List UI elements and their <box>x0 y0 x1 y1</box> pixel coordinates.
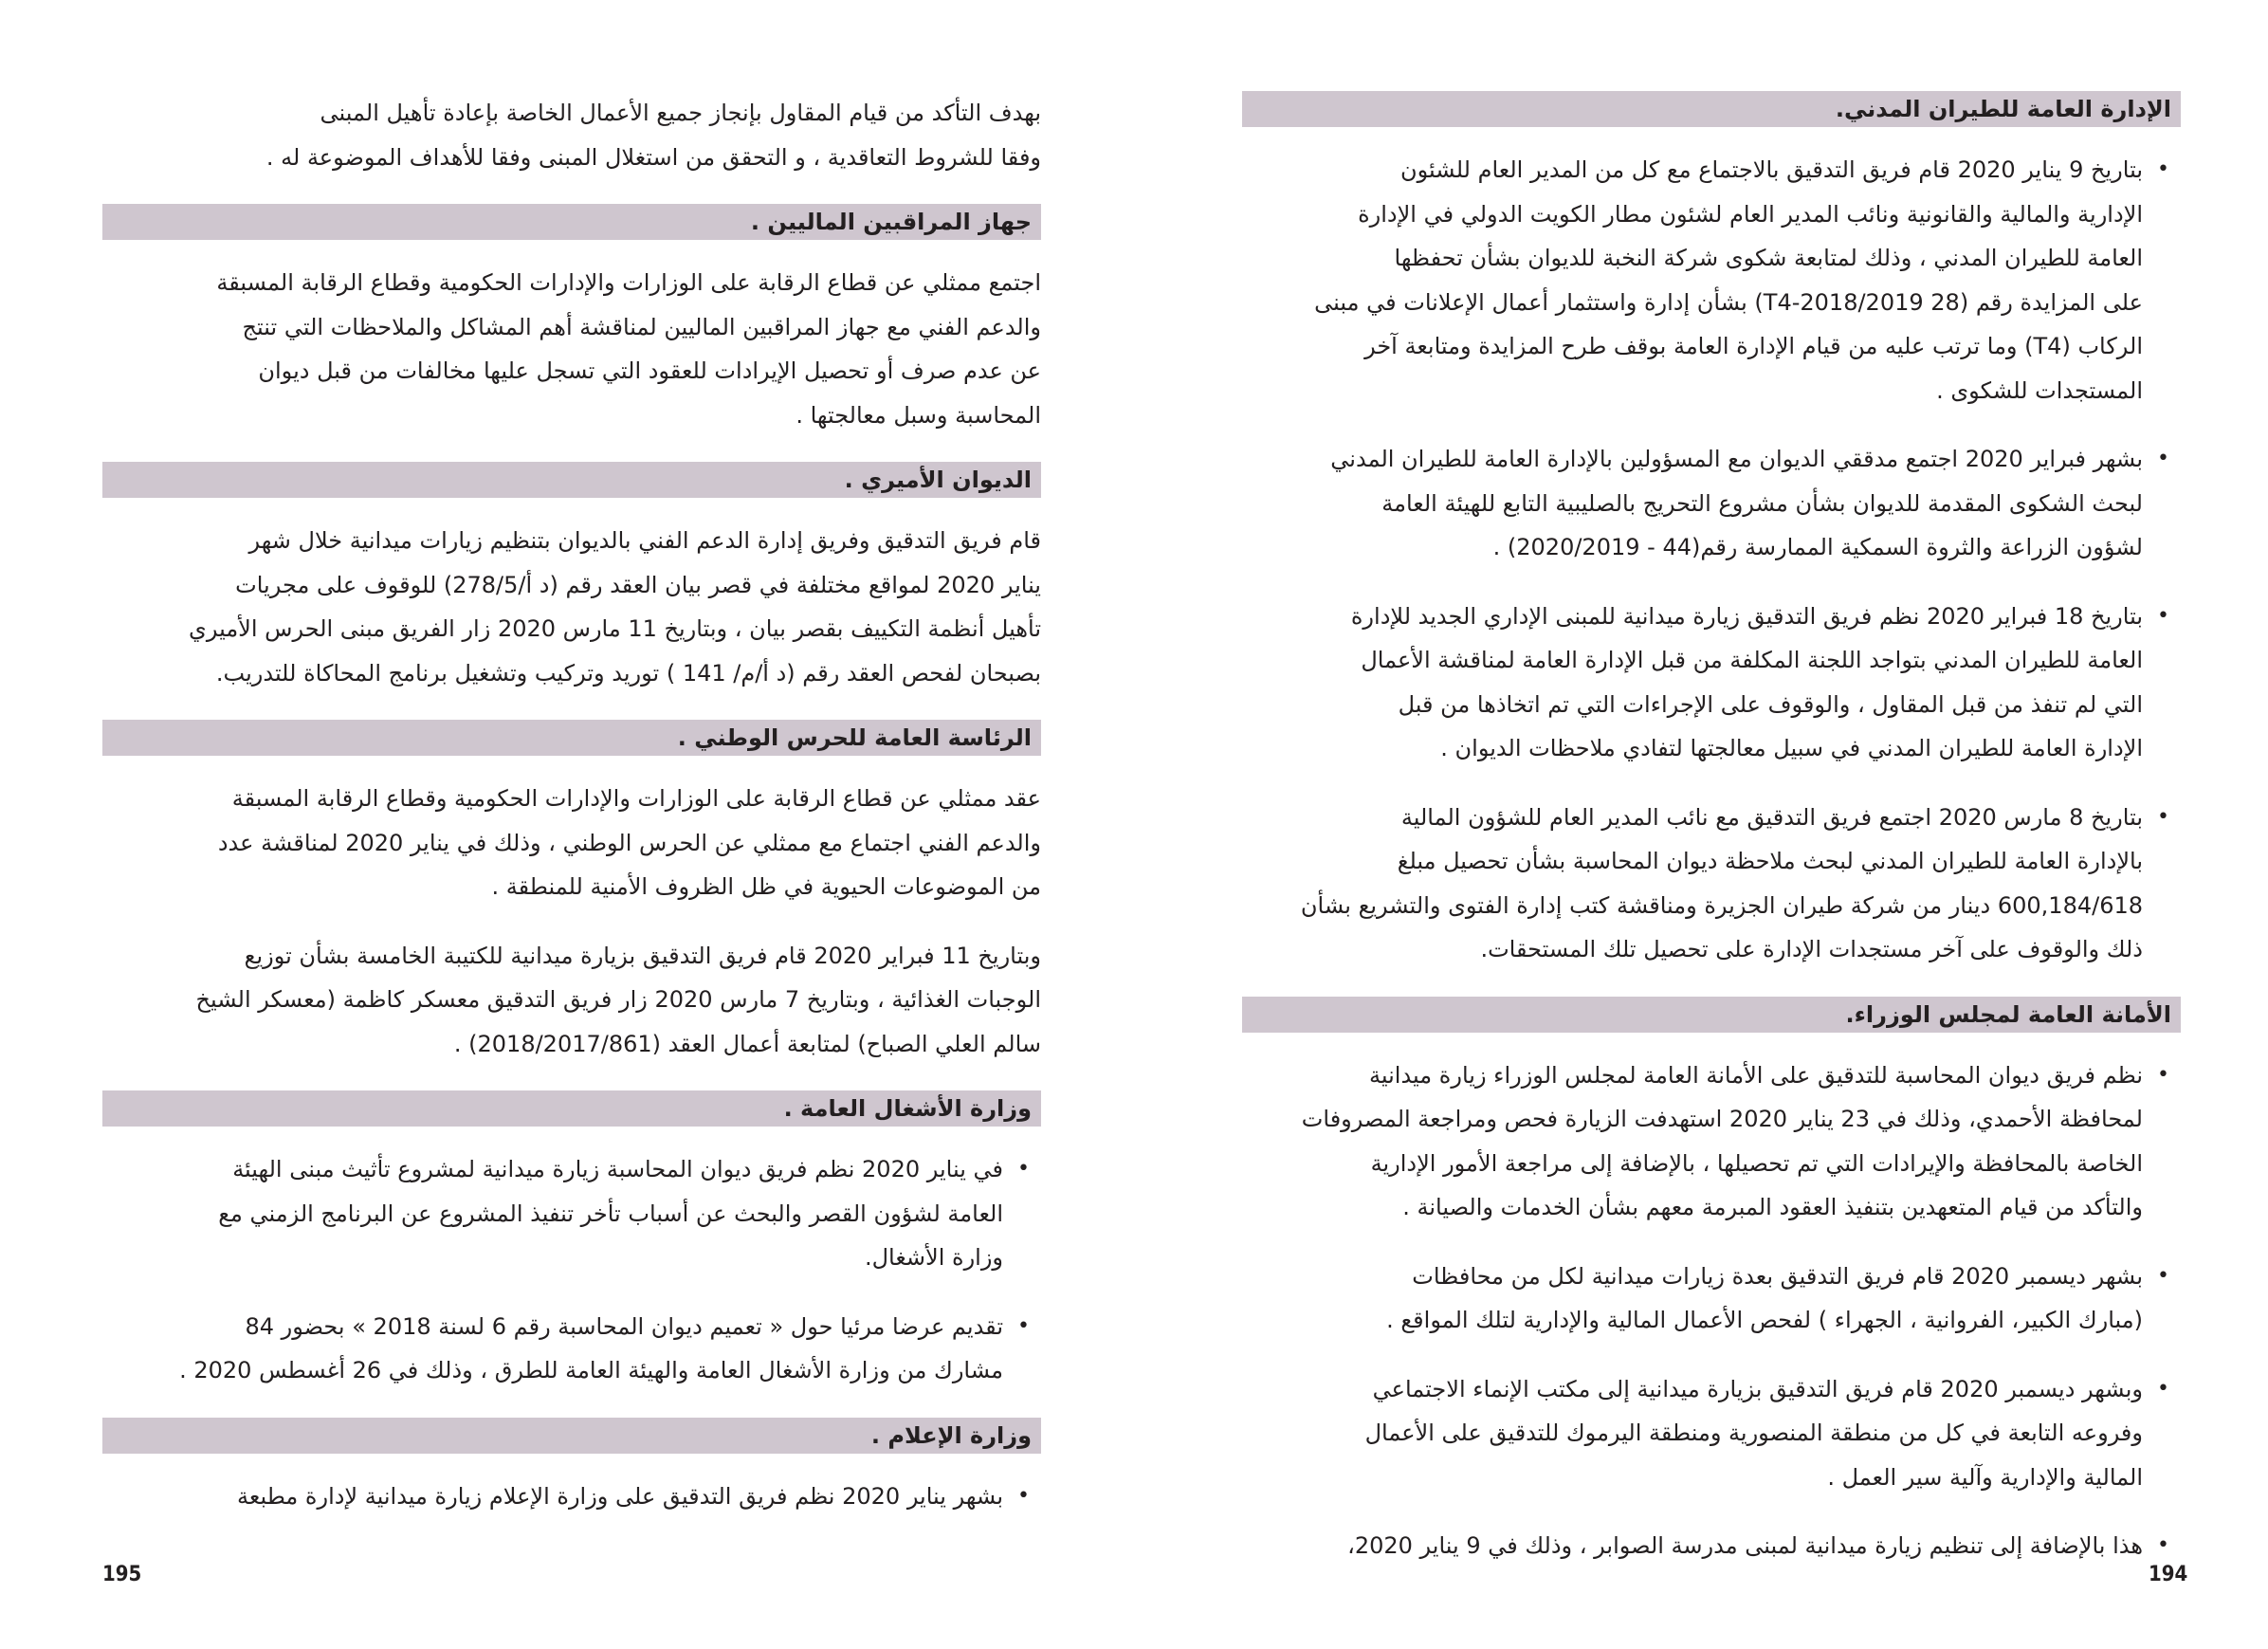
page-number-194: 194 <box>2149 1563 2188 1586</box>
page-194 <box>1242 91 2181 1593</box>
section-heading: الأمانة العامة لمجلس الوزراء. <box>1242 997 2181 1033</box>
bullet-paragraph: • بتاريخ 9 يناير 2020 قام فريق التدقيق بالاجتماع مع كل من المدير العام للشئون الإدارية والمالية والقانونية ونائب المدير العام لشئون مطار الكويت الدولي في الإدارة العامة للطيران المدني ، وذلك لمتابعة شكوى شركة النخبة للديوان بشأن تحفظها على المزايدة رقم (28 T4-2018/2019) بشأن إدارة واستثمار أعمال الإعلانات في مبنى الركاب (T4) وما ترتب عليه من قيام الإدارة العامة بوقف طرح المزايدة ومتابعة آخر المستجدات للشكوى . <box>1242 148 2181 412</box>
paragraph: قام فريق التدقيق وفريق إدارة الدعم الفني بالديوان بتنظيم زيارات ميدانية خلال شهر يناير 2020 لمواقع مختلفة في قصر بيان العقد رقم (د أ/278/5) للوقوف على مجريات تأهيل أنظمة التكييف بقصر بيان ، وبتاريخ 11 مارس 2020 زار الفريق مبنى الحرس الأميري بصبحان لفحص العقد رقم (د أ/م/ 141 ) توريد وتركيب وتشغيل برنامج المحاكاة للتدريب. <box>189 527 1041 687</box>
bullet-paragraph: • تقديم عرضا مرئيا حول « تعميم ديوان المحاسبة رقم 6 لسنة 2018 » بحضور 84 مشارك من وزارة الأشغال العامة والهيئة العامة للطرق ، وذلك في 26 أغسطس 2020 . <box>102 1305 1041 1393</box>
bullet-paragraph: • بشهر فبراير 2020 اجتمع مدققي الديوان مع المسؤولين بالإدارة العامة للطيران المدني لبحث الشكوى المقدمة للديوان بشأن مشروع التحريج بالصليبية التابع للهيئة العامة لشؤون الزراعة والثروة السمكية الممارسة رقم(44 - 2020/2019) . <box>1242 437 2181 570</box>
section-public-works <box>102 1090 1041 1393</box>
section-heading: الإدارة العامة للطيران المدني. <box>1242 91 2181 127</box>
page-number-195: 195 <box>102 1563 142 1586</box>
section-financial-controllers <box>102 204 1041 437</box>
section-heading: جهاز المراقبين الماليين . <box>102 204 1041 240</box>
bullet-paragraph: • هذا بالإضافة إلى تنظيم زيارة ميدانية لمبنى مدرسة الصوابر ، وذلك في 9 يناير 2020، <box>1242 1524 2181 1568</box>
bullet-paragraph: • بتاريخ 18 فبراير 2020 نظم فريق التدقيق زيارة ميدانية للمبنى الإداري الجديد للإدارة العامة للطيران المدني بتواجد اللجنة المكلفة من قبل الإدارة العامة لمناقشة الأعمال التي لم تنفذ من قبل المقاول ، والوقوف على الإجراءات التي تم اتخاذها من قبل الإدارة العامة للطيران المدني في سبيل معالجتها لتفادي ملاحظات الديوان . <box>1242 595 2181 771</box>
page-195 <box>102 91 1041 1543</box>
section-amiri-diwan <box>102 462 1041 695</box>
section-heading: الرئاسة العامة للحرس الوطني . <box>102 720 1041 756</box>
bullet-paragraph: • بتاريخ 8 مارس 2020 اجتمع فريق التدقيق مع نائب المدير العام للشؤون المالية بالإدارة العامة للطيران المدني لبحث ملاحظة ديوان المحاسبة بشأن تحصيل مبلغ 600,184/618 دينار من شركة طيران الجزيرة ومناقشة كتب إدارة الفتوى والتشريع بشأن ذلك والوقوف على آخر مستجدات الإدارة على تحصيل تلك المستحقات. <box>1242 796 2181 972</box>
section-national-guard <box>102 720 1041 1066</box>
paragraph: بهدف التأكد من قيام المقاول بإنجاز جميع الأعمال الخاصة بإعادة تأهيل المبنى وفقا للشروط التعاقدية ، و التحقق من استغلال المبنى وفقا للأهداف الموضوعة له . <box>265 100 1041 171</box>
bullet-paragraph: • في يناير 2020 نظم فريق ديوان المحاسبة زيارة ميدانية لمشروع تأثيث مبنى الهيئة العامة لشؤون القصر والبحث عن أسباب تأخر تنفيذ المشروع عن البرنامج الزمني مع وزارة الأشغال. <box>102 1147 1041 1280</box>
bullet-paragraph: • نظم فريق ديوان المحاسبة للتدقيق على الأمانة العامة لمجلس الوزراء زيارة ميدانية لمحافظة الأحمدي، وذلك في 23 يناير 2020 استهدفت الزيارة فحص ومراجعة المصروفات الخاصة بالمحافظة والإيرادات التي تم تحصيلها ، بالإضافة إلى مراجعة الأمور الإدارية والتأكد من قيام المتعهدين بتنفيذ العقود المبرمة معهم بشأن الخدمات والصيانة . <box>1242 1054 2181 1230</box>
paragraph: وبتاريخ 11 فبراير 2020 قام فريق التدقيق بزيارة ميدانية للكتيبة الخامسة بشأن توزيع الوجبات الغذائية ، وبتاريخ 7 مارس 2020 زار فريق التدقيق معسكر كاظمة (معسكر الشيخ سالم العلي الصباح) لمتابعة أعمال العقد (2018/2017/861) . <box>195 942 1041 1057</box>
bullet-paragraph: • بشهر ديسمبر 2020 قام فريق التدقيق بعدة زيارات ميدانية لكل من محافظات (مبارك الكبير، الفروانية ، الجهراء ) لفحص الأعمال المالية والإدارية لتلك المواقع . <box>1242 1255 2181 1343</box>
bullet-paragraph: • بشهر يناير 2020 نظم فريق التدقيق على وزارة الإعلام زيارة ميدانية لإدارة مطبعة <box>102 1475 1041 1519</box>
section-council-of-ministers <box>1242 997 2181 1568</box>
section-heading: الديوان الأميري . <box>102 462 1041 498</box>
paragraph: اجتمع ممثلي عن قطاع الرقابة على الوزارات والإدارات الحكومية وقطاع الرقابة المسبقة والدعم الفني مع جهاز المراقبين الماليين لمناقشة أهم المشاكل والملاحظات التي تنتج عن عدم صرف أو تحصيل الإيرادات للعقود التي تسجل عليها مخالفات من قبل ديوان المحاسبة وسبل معالجتها . <box>216 269 1041 429</box>
section-information <box>102 1418 1041 1519</box>
section-continuation <box>102 91 1041 179</box>
bullet-paragraph: • وبشهر ديسمبر 2020 قام فريق التدقيق بزيارة ميدانية إلى مكتب الإنماء الاجتماعي وفروعه التابعة في كل من منطقة المنصورية ومنطقة اليرموك للتدقيق على الأعمال المالية والإدارية وآلية سير العمل . <box>1242 1367 2181 1500</box>
section-civil-aviation <box>1242 91 2181 972</box>
section-heading: وزارة الأشغال العامة . <box>102 1090 1041 1127</box>
paragraph: عقد ممثلي عن قطاع الرقابة على الوزارات والإدارات الحكومية وقطاع الرقابة المسبقة والدعم الفني اجتماع مع ممثلي عن الحرس الوطني ، وذلك في يناير 2020 لمناقشة عدد من الموضوعات الحيوية في ظل الظروف الأمنية للمنطقة . <box>217 785 1041 900</box>
section-heading: وزارة الإعلام . <box>102 1418 1041 1454</box>
